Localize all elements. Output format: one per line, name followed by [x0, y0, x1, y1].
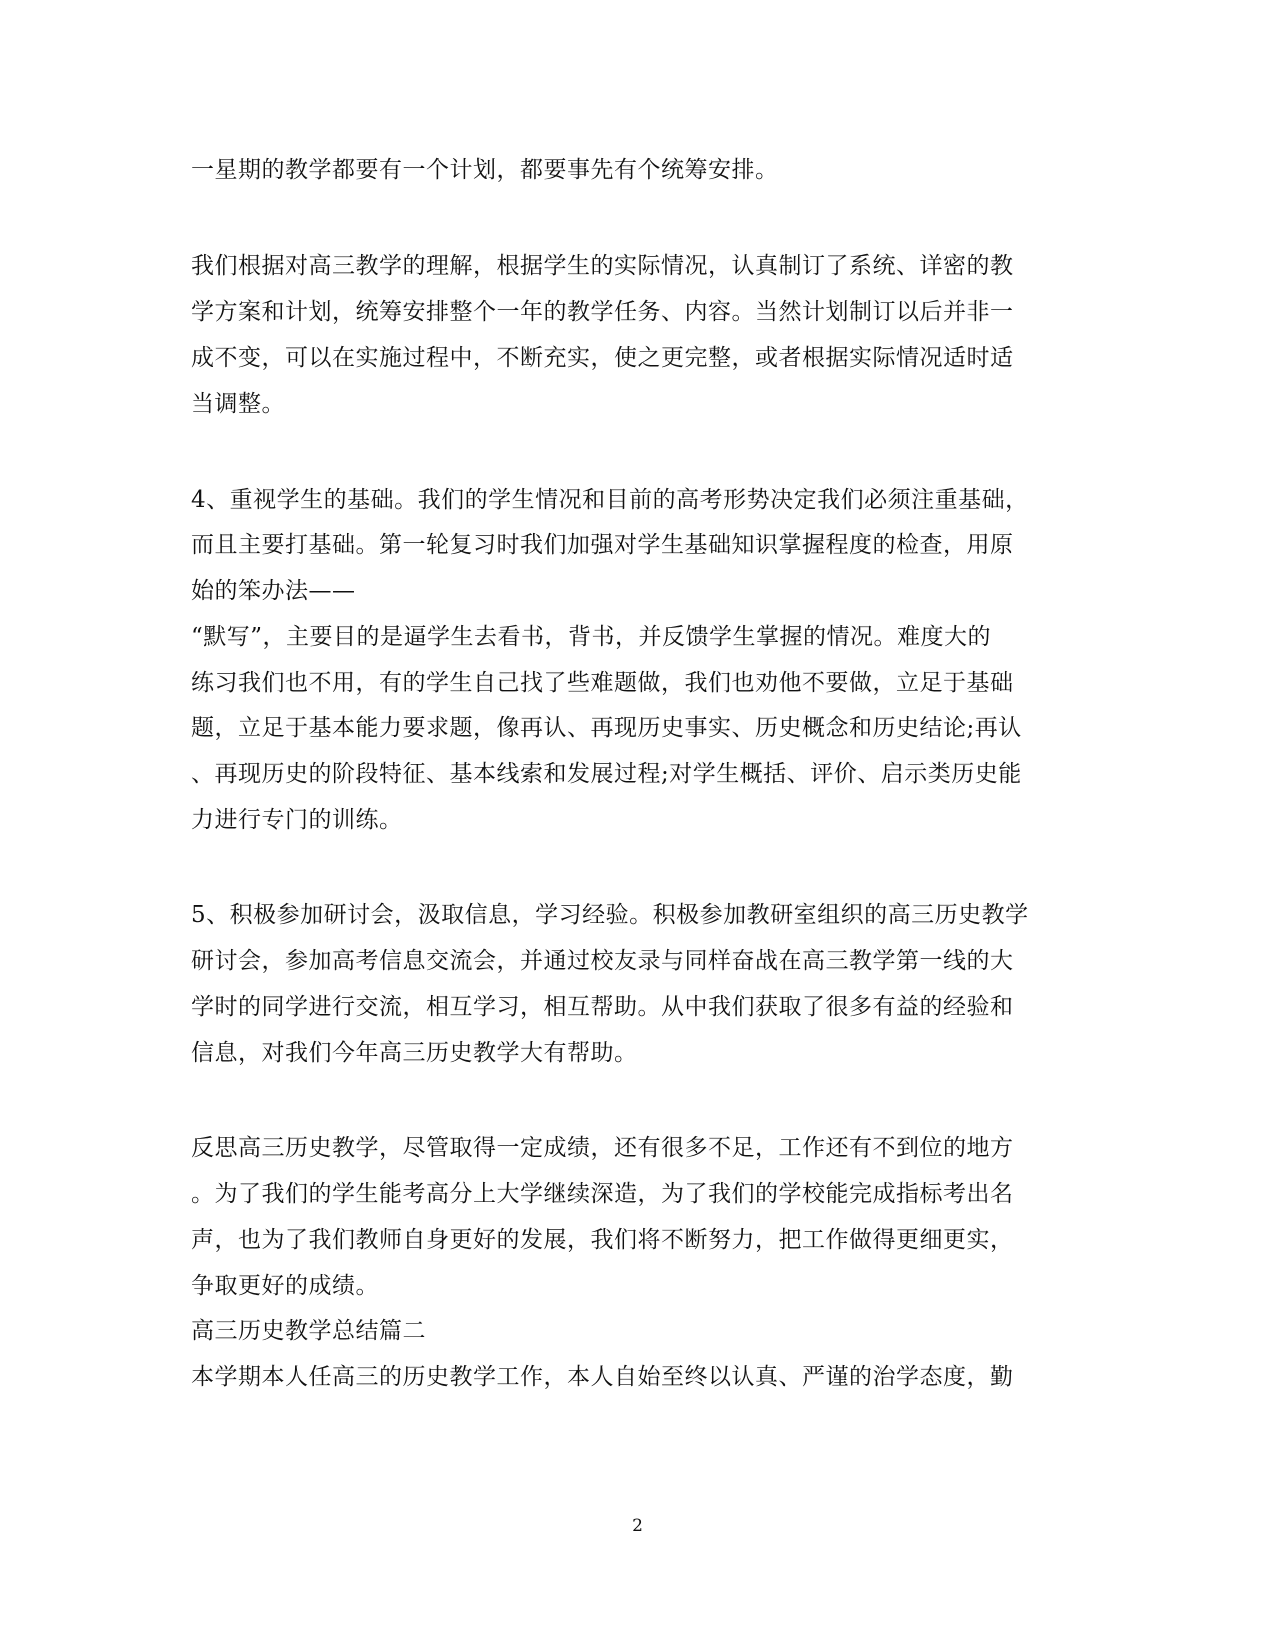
text-line-15: 研讨会，参加高考信息交流会，并通过校友录与同样奋战在高三教学第一线的大: [191, 948, 1014, 974]
text-line-5: 当调整。: [191, 391, 285, 417]
text-line-2: 我们根据对高三教学的理解，根据学生的实际情况，认真制订了系统、详密的教: [191, 253, 1014, 279]
text-line-3: 学方案和计划，统筹安排整个一年的教学任务、内容。当然计划制订以后并非一: [191, 299, 1014, 325]
text-line-4: 成不变，可以在实施过程中，不断充实，使之更完整，或者根据实际情况适时适: [191, 345, 1014, 371]
text-line-23: 本学期本人任高三的历史教学工作，本人自始至终以认真、严谨的治学态度，勤: [191, 1364, 1014, 1390]
text-line-10: 练习我们也不用，有的学生自己找了些难题做，我们也劝他不要做，立足于基础: [191, 670, 1014, 696]
text-line-19: 。为了我们的学生能考高分上大学继续深造，为了我们的学校能完成指标考出名: [191, 1181, 1014, 1207]
text-line-6: 4、重视学生的基础。我们的学生情况和目前的高考形势决定我们必须注重基础，: [191, 487, 1029, 513]
text-line-16: 学时的同学进行交流，相互学习，相互帮助。从中我们获取了很多有益的经验和: [191, 994, 1014, 1020]
page-number: 2: [632, 1516, 643, 1536]
section-heading: 高三历史教学总结篇二: [191, 1318, 426, 1344]
text-line-8: 始的笨办法——: [191, 578, 356, 604]
text-line-9: “默写”，主要目的是逼学生去看书，背书，并反馈学生掌握的情况。难度大的: [191, 624, 992, 650]
text-line-14: 5、积极参加研讨会，汲取信息，学习经验。积极参加教研室组织的高三历史教学: [191, 902, 1029, 928]
text-line-20: 声，也为了我们教师自身更好的发展，我们将不断努力，把工作做得更细更实，: [191, 1227, 1014, 1253]
text-line-18: 反思高三历史教学，尽管取得一定成绩，还有很多不足，工作还有不到位的地方: [191, 1135, 1014, 1161]
text-line-21: 争取更好的成绩。: [191, 1273, 379, 1299]
text-line-7: 而且主要打基础。第一轮复习时我们加强对学生基础知识掌握程度的检查，用原: [191, 532, 1014, 558]
text-line-1: 一星期的教学都要有一个计划，都要事先有个统筹安排。: [191, 157, 779, 183]
text-line-13: 力进行专门的训练。: [191, 807, 403, 833]
text-line-17: 信息，对我们今年高三历史教学大有帮助。: [191, 1040, 638, 1066]
text-line-12: 、再现历史的阶段特征、基本线索和发展过程;对学生概括、评价、启示类历史能: [191, 761, 1022, 787]
text-line-11: 题，立足于基本能力要求题，像再认、再现历史事实、历史概念和历史结论;再认: [191, 715, 1022, 741]
